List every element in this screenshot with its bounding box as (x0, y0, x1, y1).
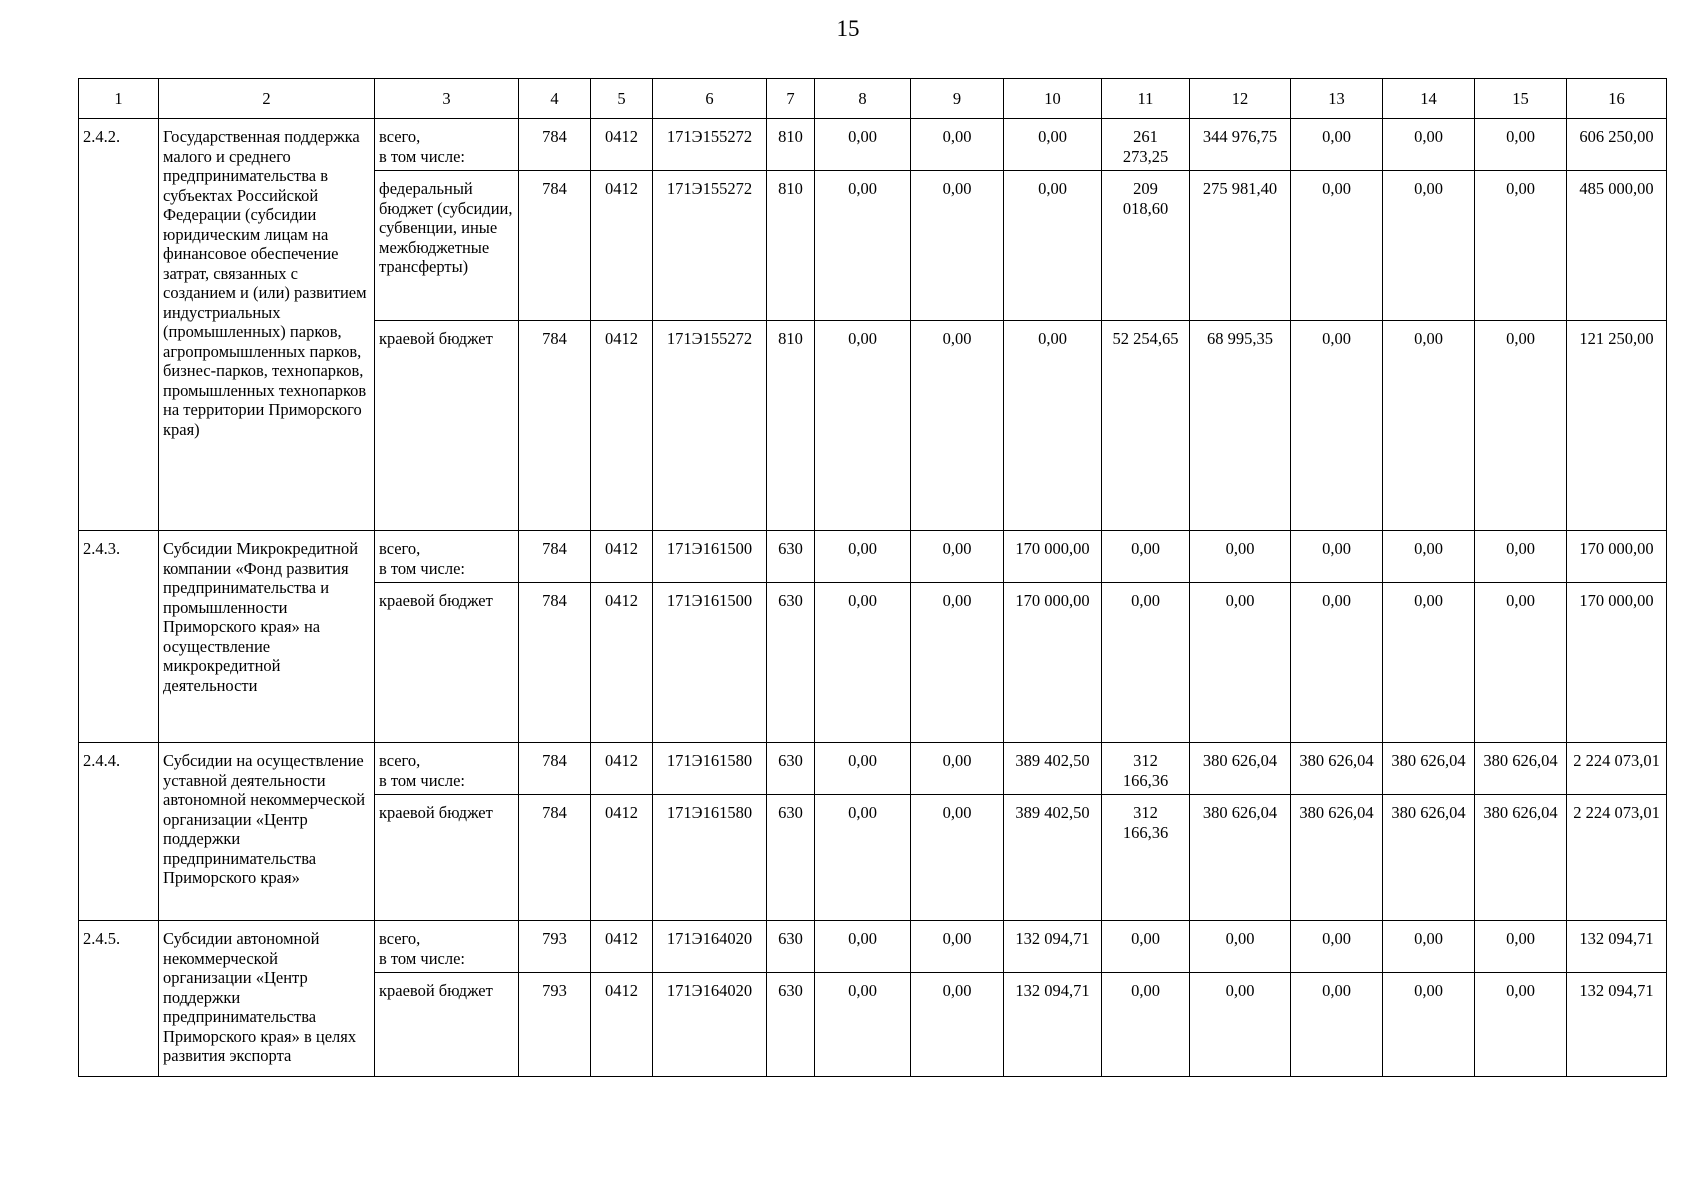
value-cell-c15: 0,00 (1475, 321, 1567, 531)
funding-source: краевой бюджет (375, 321, 519, 531)
header-cell: 9 (911, 79, 1004, 119)
value-cell-c11: 0,00 (1102, 531, 1190, 583)
value-cell-c5: 0412 (591, 119, 653, 171)
value-cell-c16: 2 224 073,01 (1567, 795, 1667, 921)
value-cell-c9: 0,00 (911, 171, 1004, 321)
table-row (79, 119, 1667, 171)
value-cell-c6: 171Э161500 (653, 531, 767, 583)
value-cell-c6: 171Э161580 (653, 795, 767, 921)
header-row (79, 79, 1667, 119)
value-cell-c8: 0,00 (815, 119, 911, 171)
funding-source: федеральный бюджет (субсидии, субвенции, иные межбюджетные трансферты) (375, 171, 519, 321)
value-cell-c8: 0,00 (815, 743, 911, 795)
value-cell-c11: 209 018,60 (1102, 171, 1190, 321)
value-cell-c8: 0,00 (815, 531, 911, 583)
value-cell-c10: 132 094,71 (1004, 921, 1102, 973)
value-cell-c7: 630 (767, 531, 815, 583)
budget-table (78, 78, 1667, 1077)
header-cell: 16 (1567, 79, 1667, 119)
value-cell-c12: 68 995,35 (1190, 321, 1291, 531)
value-cell-c16: 606 250,00 (1567, 119, 1667, 171)
value-cell-c13: 0,00 (1291, 921, 1383, 973)
header-cell: 1 (79, 79, 159, 119)
value-cell-c14: 380 626,04 (1383, 795, 1475, 921)
value-cell-c14: 0,00 (1383, 921, 1475, 973)
value-cell-c6: 171Э164020 (653, 921, 767, 973)
section-title: Субсидии Микрокредитной компании «Фонд развития предпринимательства и промышленности Приморского края» на осуществление микрокредитной деятельности (159, 531, 375, 743)
funding-source: всего, в том числе: (375, 921, 519, 973)
value-cell-c12: 0,00 (1190, 583, 1291, 743)
value-cell-c7: 810 (767, 171, 815, 321)
value-cell-c11: 0,00 (1102, 921, 1190, 973)
value-cell-c14: 0,00 (1383, 583, 1475, 743)
value-cell-c4: 784 (519, 743, 591, 795)
value-cell-c6: 171Э161500 (653, 583, 767, 743)
value-cell-c13: 0,00 (1291, 583, 1383, 743)
value-cell-c9: 0,00 (911, 743, 1004, 795)
value-cell-c16: 170 000,00 (1567, 531, 1667, 583)
value-cell-c16: 132 094,71 (1567, 973, 1667, 1077)
value-cell-c7: 630 (767, 973, 815, 1077)
header-cell: 2 (159, 79, 375, 119)
value-cell-c15: 0,00 (1475, 921, 1567, 973)
value-cell-c11: 312 166,36 (1102, 795, 1190, 921)
section-code: 2.4.4. (79, 743, 159, 921)
value-cell-c7: 630 (767, 743, 815, 795)
value-cell-c15: 0,00 (1475, 531, 1567, 583)
value-cell-c6: 171Э155272 (653, 171, 767, 321)
value-cell-c14: 0,00 (1383, 531, 1475, 583)
value-cell-c4: 793 (519, 973, 591, 1077)
value-cell-c8: 0,00 (815, 795, 911, 921)
value-cell-c8: 0,00 (815, 921, 911, 973)
value-cell-c14: 0,00 (1383, 119, 1475, 171)
header-cell: 3 (375, 79, 519, 119)
funding-source: краевой бюджет (375, 583, 519, 743)
value-cell-c13: 0,00 (1291, 531, 1383, 583)
header-cell: 7 (767, 79, 815, 119)
value-cell-c14: 0,00 (1383, 171, 1475, 321)
value-cell-c12: 275 981,40 (1190, 171, 1291, 321)
value-cell-c16: 170 000,00 (1567, 583, 1667, 743)
value-cell-c15: 0,00 (1475, 583, 1567, 743)
value-cell-c16: 485 000,00 (1567, 171, 1667, 321)
value-cell-c16: 121 250,00 (1567, 321, 1667, 531)
value-cell-c9: 0,00 (911, 119, 1004, 171)
value-cell-c5: 0412 (591, 321, 653, 531)
header-cell: 5 (591, 79, 653, 119)
value-cell-c11: 312 166,36 (1102, 743, 1190, 795)
value-cell-c7: 630 (767, 921, 815, 973)
value-cell-c13: 380 626,04 (1291, 743, 1383, 795)
section-code: 2.4.2. (79, 119, 159, 531)
value-cell-c14: 380 626,04 (1383, 743, 1475, 795)
header-cell: 8 (815, 79, 911, 119)
value-cell-c14: 0,00 (1383, 321, 1475, 531)
funding-source: всего, в том числе: (375, 119, 519, 171)
value-cell-c15: 380 626,04 (1475, 743, 1567, 795)
value-cell-c11: 52 254,65 (1102, 321, 1190, 531)
value-cell-c10: 0,00 (1004, 321, 1102, 531)
value-cell-c7: 810 (767, 119, 815, 171)
value-cell-c12: 0,00 (1190, 531, 1291, 583)
value-cell-c4: 784 (519, 119, 591, 171)
funding-source: всего, в том числе: (375, 743, 519, 795)
table-row (79, 531, 1667, 583)
funding-source: всего, в том числе: (375, 531, 519, 583)
value-cell-c8: 0,00 (815, 583, 911, 743)
value-cell-c12: 0,00 (1190, 973, 1291, 1077)
value-cell-c8: 0,00 (815, 321, 911, 531)
header-cell: 14 (1383, 79, 1475, 119)
value-cell-c13: 0,00 (1291, 973, 1383, 1077)
header-cell: 10 (1004, 79, 1102, 119)
value-cell-c16: 2 224 073,01 (1567, 743, 1667, 795)
value-cell-c9: 0,00 (911, 921, 1004, 973)
value-cell-c14: 0,00 (1383, 973, 1475, 1077)
value-cell-c4: 784 (519, 321, 591, 531)
value-cell-c12: 380 626,04 (1190, 743, 1291, 795)
value-cell-c9: 0,00 (911, 795, 1004, 921)
value-cell-c7: 810 (767, 321, 815, 531)
value-cell-c15: 0,00 (1475, 119, 1567, 171)
value-cell-c6: 171Э155272 (653, 119, 767, 171)
value-cell-c13: 0,00 (1291, 171, 1383, 321)
header-cell: 11 (1102, 79, 1190, 119)
value-cell-c13: 0,00 (1291, 119, 1383, 171)
value-cell-c5: 0412 (591, 531, 653, 583)
value-cell-c4: 784 (519, 795, 591, 921)
value-cell-c12: 344 976,75 (1190, 119, 1291, 171)
value-cell-c4: 784 (519, 531, 591, 583)
value-cell-c5: 0412 (591, 171, 653, 321)
value-cell-c11: 0,00 (1102, 583, 1190, 743)
value-cell-c9: 0,00 (911, 321, 1004, 531)
value-cell-c8: 0,00 (815, 973, 911, 1077)
value-cell-c10: 170 000,00 (1004, 531, 1102, 583)
funding-source: краевой бюджет (375, 973, 519, 1077)
value-cell-c7: 630 (767, 795, 815, 921)
value-cell-c5: 0412 (591, 973, 653, 1077)
value-cell-c6: 171Э164020 (653, 973, 767, 1077)
section-code: 2.4.3. (79, 531, 159, 743)
value-cell-c10: 170 000,00 (1004, 583, 1102, 743)
value-cell-c12: 380 626,04 (1190, 795, 1291, 921)
value-cell-c5: 0412 (591, 743, 653, 795)
value-cell-c6: 171Э161580 (653, 743, 767, 795)
value-cell-c9: 0,00 (911, 583, 1004, 743)
value-cell-c15: 380 626,04 (1475, 795, 1567, 921)
value-cell-c10: 389 402,50 (1004, 795, 1102, 921)
value-cell-c11: 261 273,25 (1102, 119, 1190, 171)
value-cell-c13: 380 626,04 (1291, 795, 1383, 921)
table-row (79, 743, 1667, 795)
value-cell-c4: 784 (519, 171, 591, 321)
funding-source: краевой бюджет (375, 795, 519, 921)
value-cell-c5: 0412 (591, 921, 653, 973)
section-code: 2.4.5. (79, 921, 159, 1077)
value-cell-c13: 0,00 (1291, 321, 1383, 531)
value-cell-c11: 0,00 (1102, 973, 1190, 1077)
header-cell: 13 (1291, 79, 1383, 119)
value-cell-c15: 0,00 (1475, 973, 1567, 1077)
header-cell: 4 (519, 79, 591, 119)
value-cell-c10: 132 094,71 (1004, 973, 1102, 1077)
header-cell: 15 (1475, 79, 1567, 119)
value-cell-c10: 0,00 (1004, 119, 1102, 171)
value-cell-c7: 630 (767, 583, 815, 743)
value-cell-c4: 784 (519, 583, 591, 743)
value-cell-c4: 793 (519, 921, 591, 973)
value-cell-c9: 0,00 (911, 973, 1004, 1077)
value-cell-c15: 0,00 (1475, 171, 1567, 321)
value-cell-c5: 0412 (591, 795, 653, 921)
value-cell-c9: 0,00 (911, 531, 1004, 583)
section-title: Субсидии на осуществление уставной деятельности автономной некоммерческой организации «Центр поддержки предпринимательства Приморского края» (159, 743, 375, 921)
value-cell-c6: 171Э155272 (653, 321, 767, 531)
table-row (79, 921, 1667, 973)
section-title: Государственная поддержка малого и среднего предпринимательства в субъектах Российской Федерации (субсидии юридическим лицам на финансовое обеспечение затрат, связанных с созданием и (или) развитием индустриальных (промышленных) парков, агропромышленных парков, бизнес-парков, технопарков, промышленных технопарков на территории Приморского края) (159, 119, 375, 531)
header-cell: 12 (1190, 79, 1291, 119)
value-cell-c10: 389 402,50 (1004, 743, 1102, 795)
header-cell: 6 (653, 79, 767, 119)
value-cell-c12: 0,00 (1190, 921, 1291, 973)
value-cell-c8: 0,00 (815, 171, 911, 321)
value-cell-c16: 132 094,71 (1567, 921, 1667, 973)
value-cell-c10: 0,00 (1004, 171, 1102, 321)
page-number: 15 (836, 16, 860, 41)
value-cell-c5: 0412 (591, 583, 653, 743)
section-title: Субсидии автономной некоммерческой организации «Центр поддержки предпринимательства Приморского края» в целях развития экспорта (159, 921, 375, 1077)
